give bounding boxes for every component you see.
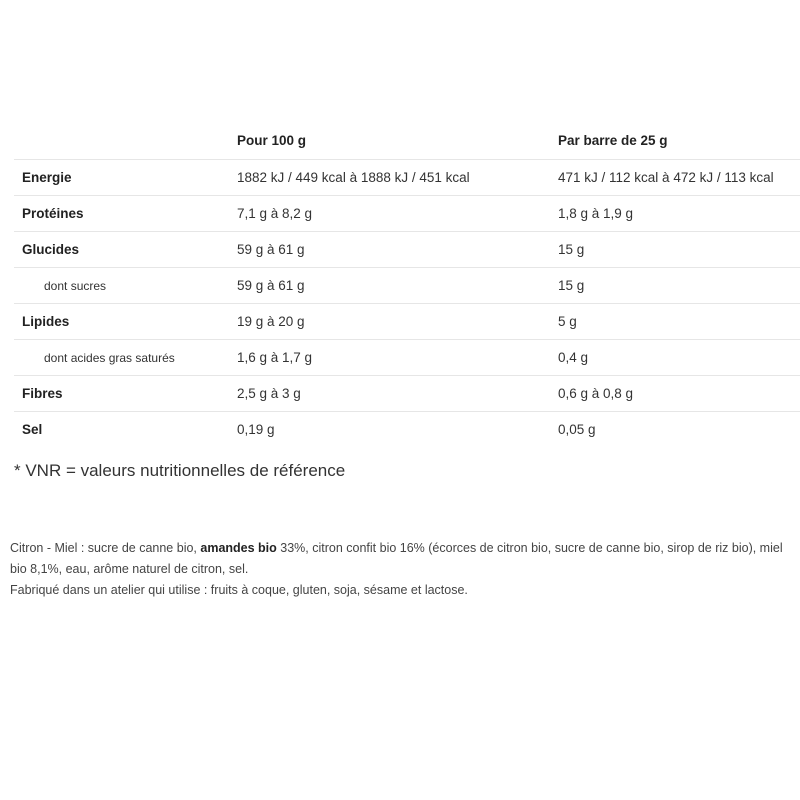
ingredients-text bbox=[10, 538, 795, 601]
table-row-lipides bbox=[14, 304, 800, 340]
value-per-bar: 0,4 g bbox=[558, 350, 589, 365]
nutrition-table bbox=[14, 122, 800, 447]
nutrient-name: Sel bbox=[22, 422, 43, 437]
allergens-text: Fabriqué dans un atelier qui utilise : fruits à coque, gluten, soja, sésame et lactose. bbox=[10, 583, 468, 597]
value-per-bar: 5 g bbox=[558, 314, 577, 329]
header-per-bar: Par barre de 25 g bbox=[558, 133, 668, 148]
nutrient-name: Protéines bbox=[22, 206, 84, 221]
table-row-dont-acides-gras-satures bbox=[14, 340, 800, 376]
value-per-100g: 1,6 g à 1,7 g bbox=[237, 350, 313, 365]
value-per-bar: 0,6 g à 0,8 g bbox=[558, 386, 634, 401]
header-nutrient bbox=[14, 122, 237, 160]
value-per-100g: 2,5 g à 3 g bbox=[237, 386, 301, 401]
table-row-fibres bbox=[14, 376, 800, 412]
value-per-bar: 15 g bbox=[558, 278, 585, 293]
nutrient-name: dont sucres bbox=[44, 278, 107, 293]
value-per-100g: 59 g à 61 g bbox=[237, 242, 305, 257]
header-per-100g: Pour 100 g bbox=[237, 133, 307, 148]
nutrient-name: dont acides gras saturés bbox=[44, 350, 175, 365]
table-header-row bbox=[14, 122, 800, 160]
value-per-bar: 0,05 g bbox=[558, 422, 596, 437]
value-per-100g: 1882 kJ / 449 kcal à 1888 kJ / 451 kcal bbox=[237, 170, 470, 185]
ingredients-prefix: Citron - Miel : sucre de canne bio, bbox=[10, 541, 201, 555]
nutrient-name: Glucides bbox=[22, 242, 80, 257]
value-per-bar: 471 kJ / 112 kcal à 472 kJ / 113 kcal bbox=[558, 170, 774, 185]
nutrient-name: Energie bbox=[22, 170, 72, 185]
value-per-bar: 15 g bbox=[558, 242, 585, 257]
table-row-glucides bbox=[14, 232, 800, 268]
table-row-proteines bbox=[14, 196, 800, 232]
vnr-footnote: * VNR = valeurs nutritionnelles de référence bbox=[14, 461, 346, 480]
value-per-100g: 59 g à 61 g bbox=[237, 278, 305, 293]
value-per-100g: 0,19 g bbox=[237, 422, 275, 437]
nutrient-name: Fibres bbox=[22, 386, 63, 401]
nutrient-name: Lipides bbox=[22, 314, 70, 329]
value-per-100g: 7,1 g à 8,2 g bbox=[237, 206, 313, 221]
table-row-dont-sucres bbox=[14, 268, 800, 304]
ingredients-highlight: amandes bio bbox=[200, 541, 277, 555]
table-row-sel bbox=[14, 412, 800, 448]
table-row-energie bbox=[14, 160, 800, 196]
value-per-100g: 19 g à 20 g bbox=[237, 314, 305, 329]
ingredients-suffix: 33%, citron confit bio 16% (écorces de citron bio, sucre de canne bio, sirop de riz bio), miel bio 8,1%, eau, arôme naturel de citron, sel. bbox=[10, 541, 783, 576]
value-per-bar: 1,8 g à 1,9 g bbox=[558, 206, 634, 221]
